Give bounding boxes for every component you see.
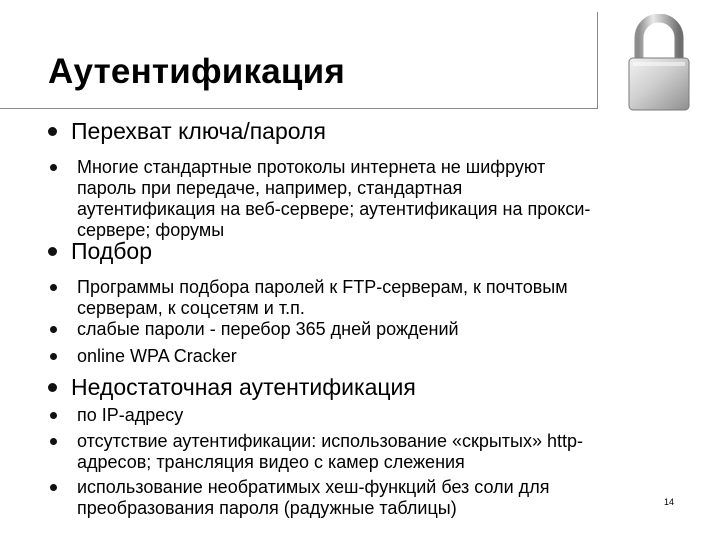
list-item-text [77,431,697,473]
text-line: использование необратимых хеш-функций без соли для [77,477,550,497]
text-line: аутентификация на веб-сервере; аутентификация на прокси- [77,199,591,219]
text-line: Многие стандартные протоколы интернета не шифруют [77,157,546,177]
bullet-icon [48,127,57,136]
section-heading-text: Подбор [71,238,152,264]
section-heading-text: Недостаточная аутентификация [71,374,416,400]
list-item-text [77,477,697,519]
text-line: online WPA Cracker [77,346,237,366]
slide-title: Аутентификация [48,52,345,91]
list-item-text [77,405,697,426]
text-line: отсутствие аутентификации: использование «скрытых» http- [77,431,584,451]
list-item-text [77,157,697,241]
page-number: 14 [664,497,675,507]
bullet-icon [48,247,57,256]
bullet-icon [50,164,57,171]
bullet-icon [50,284,57,291]
text-line: сервере; форумы [77,220,225,240]
section-heading-text: Перехват ключа/пароля [71,118,326,144]
text-line: слабые пароли - перебор 365 дней рождений [77,319,459,339]
text-line: преобразования пароля (радужные таблицы) [77,498,457,518]
bullet-icon [50,353,57,360]
bullet-icon [50,438,57,445]
text-line: адресов; трансляция видео с камер слежения [77,452,465,472]
text-line: пароль при передаче, например, стандартная [77,178,463,198]
bullet-icon [48,383,57,392]
list-item-text [77,277,697,319]
list-item-text [77,346,697,367]
list-item-text [77,319,697,340]
bullet-icon [50,484,57,491]
bullet-icon [50,326,57,333]
bullet-icon [50,412,57,419]
text-line: по IP-адресу [77,405,184,425]
text-line: серверам, к соцсетям и т.п. [77,298,305,318]
text-line: Программы подбора паролей к FTP-серверам, к почтовым [77,277,568,297]
